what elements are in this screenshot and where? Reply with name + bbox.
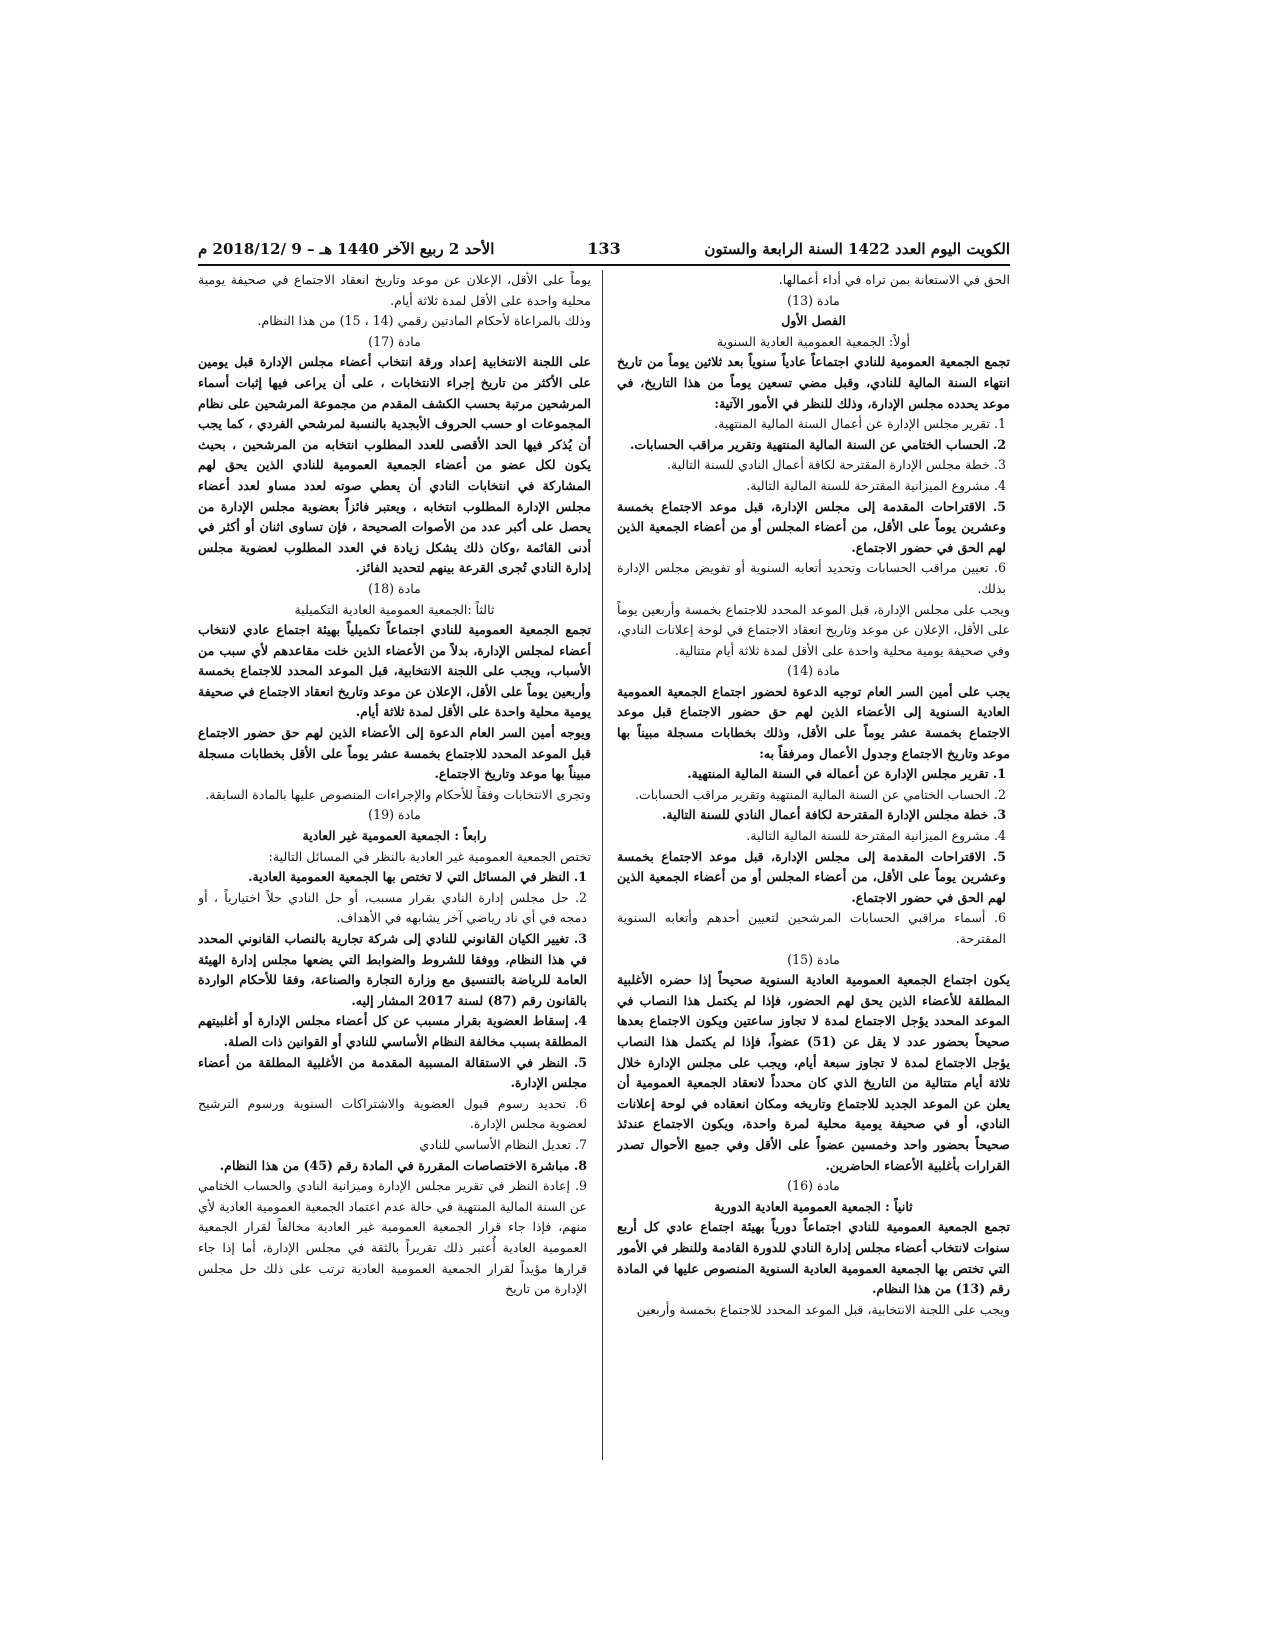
section-heading: مادة (15) xyxy=(787,951,840,967)
section-heading: ثالثاً :الجمعية العمومية العادية التكميلية xyxy=(294,601,495,617)
section-heading: ثانياً : الجمعية العمومية العادية الدورية xyxy=(714,1198,913,1214)
list-item: 1. النظر في المسائل التي لا تختص بها الجمعية العمومية العادية. xyxy=(248,869,587,885)
right-column xyxy=(617,270,1010,1460)
section-heading: مادة (16) xyxy=(787,1178,840,1194)
header-date: الأحد 2 ربيع الآخر 1440 هـ – 9 /2018/12 م xyxy=(198,240,495,258)
list-item: 5. الاقتراحات المقدمة إلى مجلس الإدارة، قبل موعد الاجتماع بخمسة وعشرين يوماً على الأقل، من أعضاء المجلس أو من أعضاء الجمعية الذين لهم الحق في حضور الاجتماع. xyxy=(617,498,1006,555)
list-item: 2. حل مجلس إدارة النادي بقرار مسبب، أو حل النادي حلاً اختيارياً ، أو دمجه في أي ناد رياضي آخر يشابهه في الأهداف. xyxy=(198,889,587,926)
page-header xyxy=(198,238,1010,266)
paragraph: ويوجه أمين السر العام الدعوة إلى الأعضاء الذين لهم حق حضور الاجتماع قبل الموعد المحدد للاجتماع بخمسة عشر يوماً على الأقل بخطابات مسجلة مبيناً بها موعد وتاريخ الاجتماع. xyxy=(198,725,591,782)
list-item: 5. الاقتراحات المقدمة إلى مجلس الإدارة، قبل موعد الاجتماع بخمسة وعشرين يوماً على الأقل، من أعضاء المجلس أو من أعضاء الجمعية الذين لهم الحق في حضور الاجتماع. xyxy=(617,848,1006,905)
list-item: 3. تغيير الكيان القانوني للنادي إلى شركة تجارية بالنصاب القانوني المحدد في هذا النظام، ووفقا للشروط والضوابط التي يضعها مجلس إدارة الهيئة العامة للرياضة بالتنسيق مع وزارة التجارة والصناعة، وفقا للأحكام الواردة بالقانون رقم (87) لسنة 2017 المشار إليه. xyxy=(198,931,587,1008)
paragraph: تجمع الجمعية العمومية للنادي اجتماعاً دورياً بهيئة اجتماع عادي كل أربع سنوات لانتخاب أعضاء مجلس إدارة النادي للدورة القادمة وللنظر في الأمور التي تختص بها الجمعية العمومية العادية السنوية المنصوص عليها في المادة رقم (13) من هذا النظام. xyxy=(617,1219,1010,1297)
section-heading: الفصل الأول xyxy=(781,313,846,329)
section-heading: مادة (14) xyxy=(787,663,840,679)
list-item: 2. الحساب الختامي عن السنة المالية المنتهية وتقرير مراقب الحسابات. xyxy=(634,786,1006,802)
list-item: 4. إسقاط العضوية بقرار مسبب عن كل أعضاء مجلس الإدارة أو أغلبيتهم المطلقة بسبب مخالفة النظام الأساسي للنادي أو القوانين ذات الصلة. xyxy=(198,1013,587,1049)
paragraph: تجمع الجمعية العمومية للنادي اجتماعاً عادياً سنوياً بعد ثلاثين يوماً من تاريخ انتهاء السنة المالية للنادي، وقبل مضي تسعين يوماً من هذا التاريخ، في موعد يحدده مجلس الإدارة، وذلك للنظر في الأمور الآتية: xyxy=(617,354,1010,411)
paragraph: تجمع الجمعية العمومية للنادي اجتماعاً تكميلياً بهيئة اجتماع عادي لانتخاب أعضاء لمجلس الإدارة، بدلاً من الأعضاء الذين خلت مقاعدهم لأي سبب من الأسباب، ويجب على اللجنة الانتخابية، قبل الموعد المحدد للاجتماع بخمسة وأربعين يوماً على الأقل، الإعلان عن موعد وتاريخ انعقاد الاجتماع في صحيفة يومية محلية واحدة على الأقل لمدة ثلاثة أيام. xyxy=(198,622,591,720)
list-item: 9. إعادة النظر في تقرير مجلس الإدارة وميزانية النادي والحساب الختامي عن السنة المالية المنتهية في حالة عدم اعتماد الجمعية العمومية العادية لأي منهم، فإذا جاء قرار الجمعية العمومية غير العادية مخالفاً لقرار الجمعية العمومية العادية أُعتبر ذلك تقريراً بالثقة في مجلس الإدارة، أما إذا جاء قرارها مؤيداً لقرار الجمعية العمومية العادية ترتب على ذلك حل مجلس الإدارة من تاريخ xyxy=(198,1178,587,1297)
list-item: 5. النظر في الاستقالة المسببة المقدمة من الأغلبية المطلقة من أعضاء مجلس الإدارة. xyxy=(198,1054,587,1091)
section-heading: مادة (13) xyxy=(787,292,840,308)
gazette-page xyxy=(198,238,1010,1460)
list-item: 3. خطة مجلس الإدارة المقترحة لكافة أعمال النادي للسنة التالية. xyxy=(662,807,1006,823)
list-item: 6. تحديد رسوم قبول العضوية والاشتراكات السنوية ورسوم الترشيح لعضوية مجلس الإدارة. xyxy=(198,1095,587,1132)
section-heading: مادة (18) xyxy=(368,580,421,596)
section-heading: رابعاً : الجمعية العمومية غير العادية xyxy=(302,828,487,844)
list-item: 1. تقرير مجلس الإدارة عن أعمال السنة المالية المنتهية. xyxy=(714,416,1006,432)
paragraph: وتجرى الانتخابات وفقاً للأحكام والإجراءات المنصوص عليها بالمادة السابقة. xyxy=(205,786,591,802)
header-issue: الكويت اليوم العدد 1422 السنة الرابعة والستون xyxy=(704,240,1010,258)
section-heading: مادة (19) xyxy=(368,807,421,823)
list-item: 8. مباشرة الاختصاصات المقررة في المادة رقم (45) من هذا النظام. xyxy=(219,1157,587,1173)
columns xyxy=(198,270,1010,1460)
section-heading: مادة (17) xyxy=(368,333,421,349)
paragraph: تختص الجمعية العمومية غير العادية بالنظر في المسائل التالية: xyxy=(268,848,591,864)
paragraph: يكون اجتماع الجمعية العمومية العادية السنوية صحيحاً إذا حضره الأغلبية المطلقة للأعضاء الذين يحق لهم الحضور، فإذا لم يكتمل هذا النصاب في الموعد المحدد يؤجل الاجتماع لمدة لا تجاوز ساعتين ويكون الاجتماع بعدها صحيحاً بحضور عدد لا يقل عن (51) عضواً، فإذا لم يكتمل هذا النصاب يؤجل الاجتماع لمدة لا تجاوز سبعة أيام، ويجب على مجلس الإدارة خلال ثلاثة أيام متتالية من التاريخ الذي كان محدداً لانعقاد الجمعية العمومية أن يعلن عن الموعد الجديد للاجتماع وتاريخه ومكان انعقاده في لوحة إعلانات النادي، أو في صحيفة يومية محلية لمرة واحدة، ويكون الاجتماع عندئذ صحيحاً بحضور واحد وخمسين عضواً على الأقل وفي جميع الأحوال تصدر القرارات بأغلبية الأعضاء الحاضرين. xyxy=(617,972,1010,1173)
paragraph: يجب على أمين السر العام توجيه الدعوة لحضور اجتماع الجمعية العمومية العادية السنوية إلى الأعضاء الذين لهم حق حضور الاجتماع قبل موعد الاجتماع بخمسة عشر يوماً على الأقل، وذلك بخطابات مسجلة مبيناً بها موعد وتاريخ الاجتماع وجدول الأعمال ومرفقاً به: xyxy=(617,683,1010,761)
list-item: 4. مشروع الميزانية المقترحة للسنة المالية التالية. xyxy=(746,477,1006,493)
list-item: 1. تقرير مجلس الإدارة عن أعماله في السنة المالية المنتهية. xyxy=(687,766,1006,782)
list-item: 6. أسماء مراقبي الحسابات المرشحين لتعيين أحدهم وأتعابه السنوية المقترحة. xyxy=(617,910,1006,946)
paragraph: وذلك بالمراعاة لأحكام المادتين رقمي (14 ، 15) من هذا النظام. xyxy=(257,313,591,329)
section-heading: أولاً: الجمعية العمومية العادية السنوية xyxy=(716,333,911,349)
left-column xyxy=(198,270,591,1460)
paragraph: ويجب على اللجنة الانتخابية، قبل الموعد المحدد للاجتماع بخمسة وأربعين xyxy=(636,1301,1010,1317)
column-divider xyxy=(602,270,603,1460)
list-item: 2. الحساب الختامي عن السنة المالية المنتهية وتقرير مراقب الحسابات. xyxy=(629,436,1006,452)
list-item: 4. مشروع الميزانية المقترحة للسنة المالية التالية. xyxy=(746,828,1006,844)
paragraph: على اللجنة الانتخابية إعداد ورقة انتخاب أعضاء مجلس الإدارة قبل يومين على الأكثر من تاريخ إجراء الانتخابات ، على أن يراعى فيها إثبات أسماء المرشحين مرتبة بحسب الكشف المقدم من مجموعة المرشحين على نظام المجموعات او حسب الحروف الأبجدية بالنسبة لمرشحي الفردي ، كما يجب أن يُذكر فيها الحد الأقصى للعدد المطلوب انتخابه من المرشحين ، بحيث يكون لكل عضو من أعضاء الجمعية العمومية للنادي الذين يحق لهم المشاركة في انتخابات النادي أن يعطي صوته لعدد مساو لعدد أعضاء مجلس الإدارة المطلوب انتخابه ، ويعتبر فائزاً بعضوية مجلس الإدارة من يحصل على أكبر عدد من الأصوات الصحيحة ، فإن تساوى اثنان أو أكثر في أدنى القائمة ،وكان ذلك يشكل زيادة في العدد المطلوب لعضوية مجلس إدارة النادي تُجرى القرعة بينهم لتحديد الفائز. xyxy=(198,354,591,576)
list-item: 6. تعيين مراقب الحسابات وتحديد أتعابه السنوية أو تفويض مجلس الإدارة بذلك. xyxy=(617,560,1006,596)
paragraph: ويجب على مجلس الإدارة، قبل الموعد المحدد للاجتماع بخمسة وأربعين يوماً على الأقل، الإعلان عن موعد وتاريخ انعقاد الاجتماع في لوحة إعلانات النادي، وفي صحيفة يومية محلية واحدة على الأقل لمدة ثلاثة أيام متتالية. xyxy=(617,601,1010,658)
page-number: 133 xyxy=(587,239,621,258)
list-item: 3. خطة مجلس الإدارة المقترحة لكافة أعمال النادي للسنة التالية. xyxy=(666,457,1006,473)
list-item: 7. تعديل النظام الأساسي للنادي xyxy=(419,1136,587,1152)
paragraph: يوماً على الأقل، الإعلان عن موعد وتاريخ انعقاد الاجتماع في صحيفة يومية محلية واحدة على الأقل لمدة ثلاثة أيام. xyxy=(198,272,591,308)
paragraph: الحق في الاستعانة بمن تراه في أداء أعمالها. xyxy=(778,272,1010,287)
